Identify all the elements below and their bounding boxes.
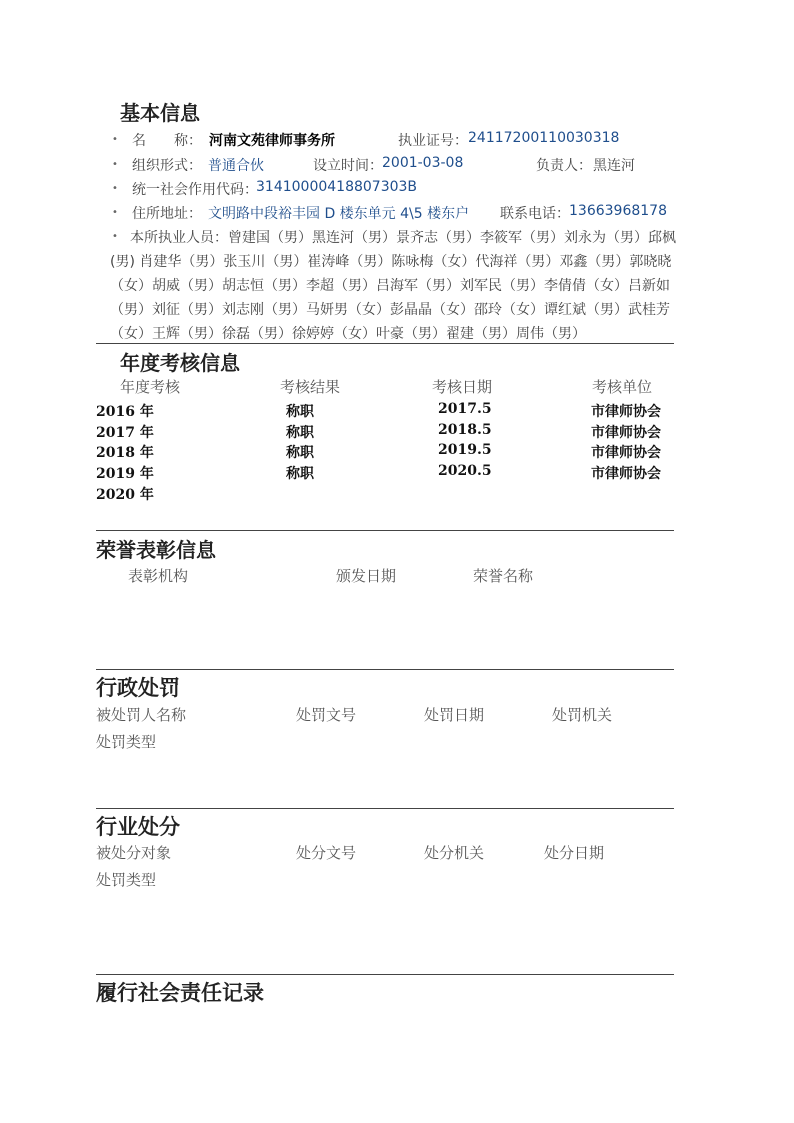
license-number: 24117200110030318 [468,130,620,146]
org-form-value: 普通合伙 [208,158,264,174]
annual-review-title: 年度考核信息 [120,351,240,375]
lawyers-list: 本所执业人员：曾建国（男）黑连河（男）景齐志（男）李筱军（男）刘永为（男）邱枫(男) 肖建华（男）张玉川（男）崔涛峰（男）陈咏梅（女）代海祥（男）邓鑫（男）郭晓晓（女）胡威（男）胡志恒（男）李超（男）吕海军（男）刘军民（男）李倩倩（女）吕新如（男）刘征（男）刘志刚（男）马妍男（女）彭晶晶（女）邵玲（女）谭红斌（男）武桂芳（女）王辉（男）徐磊（男）徐婷婷（女）叶豪（男）翟建（男）周伟（男） [110,230,676,342]
head-label: 负责人： [536,158,592,174]
admin-penalty-title: 行政处罚 [96,676,180,700]
header-review-date: 考核日期 [432,378,493,396]
review-year: 2017 年 [96,425,154,441]
header-penalized-party: 被处罚人名称 [96,706,187,724]
review-result: 称职 [286,445,314,461]
header-honor-org: 表彰机构 [128,567,189,585]
review-unit: 市律师协会 [591,445,661,461]
divider [96,808,674,809]
name-label: 名 称： [132,133,202,149]
review-year: 2019 年 [96,466,154,482]
address-value: 文明路中段裕丰园 D 楼东单元 4\5 楼东户 [208,206,470,222]
review-year: 2016 年 [96,404,154,420]
review-date: 2020.5 [438,463,492,479]
divider [96,974,674,975]
head-value: 黑连河 [593,158,635,174]
review-result: 称职 [286,466,314,482]
review-date: 2018.5 [438,422,492,438]
header-discipline-date: 处分日期 [544,844,605,862]
review-unit: 市律师协会 [591,425,661,441]
phone-value: 13663968178 [569,203,667,219]
bullet-icon: • [112,231,118,242]
review-result: 称职 [286,404,314,420]
header-penalty-doc-no: 处罚文号 [296,706,357,724]
credit-code-value: 31410000418807303B [256,179,418,195]
bullet-icon: • [112,207,118,218]
header-disciplined-party: 被处分对象 [96,844,172,862]
header-honor-date: 颁发日期 [336,567,397,585]
header-discipline-doc-no: 处分文号 [296,844,357,862]
header-penalty-authority: 处罚机关 [552,706,613,724]
review-year: 2018 年 [96,445,154,461]
setup-date-value: 2001-03-08 [382,155,464,171]
header-honor-name: 荣誉名称 [473,567,534,585]
review-unit: 市律师协会 [591,466,661,482]
credit-code-label: 统一社会作用代码： [132,182,258,198]
header-discipline-authority: 处分机关 [424,844,485,862]
org-form-label: 组织形式： [132,158,202,174]
divider [96,530,674,531]
divider [96,669,674,670]
firm-name: 河南文苑律师事务所 [209,133,335,149]
review-year: 2020 年 [96,487,154,503]
license-label: 执业证号： [398,133,468,149]
basic-info-title: 基本信息 [120,101,200,125]
review-date: 2019.5 [438,442,492,458]
bullet-icon: • [112,134,118,145]
honor-title: 荣誉表彰信息 [96,538,216,562]
header-penalty-type: 处罚类型 [96,733,157,751]
divider [96,343,674,344]
bullet-icon: • [112,183,118,194]
header-discipline-type: 处罚类型 [96,871,157,889]
header-review-year: 年度考核 [120,378,181,396]
header-review-unit: 考核单位 [592,378,653,396]
social-responsibility-title: 履行社会责任记录 [96,981,264,1005]
review-unit: 市律师协会 [591,404,661,420]
review-result: 称职 [286,425,314,441]
industry-penalty-title: 行业处分 [96,815,180,839]
header-penalty-date: 处罚日期 [424,706,485,724]
header-review-result: 考核结果 [280,378,341,396]
address-label: 住所地址： [132,206,202,222]
setup-date-label: 设立时间： [313,158,383,174]
bullet-icon: • [112,159,118,170]
review-date: 2017.5 [438,401,492,417]
phone-label: 联系电话： [500,206,570,222]
